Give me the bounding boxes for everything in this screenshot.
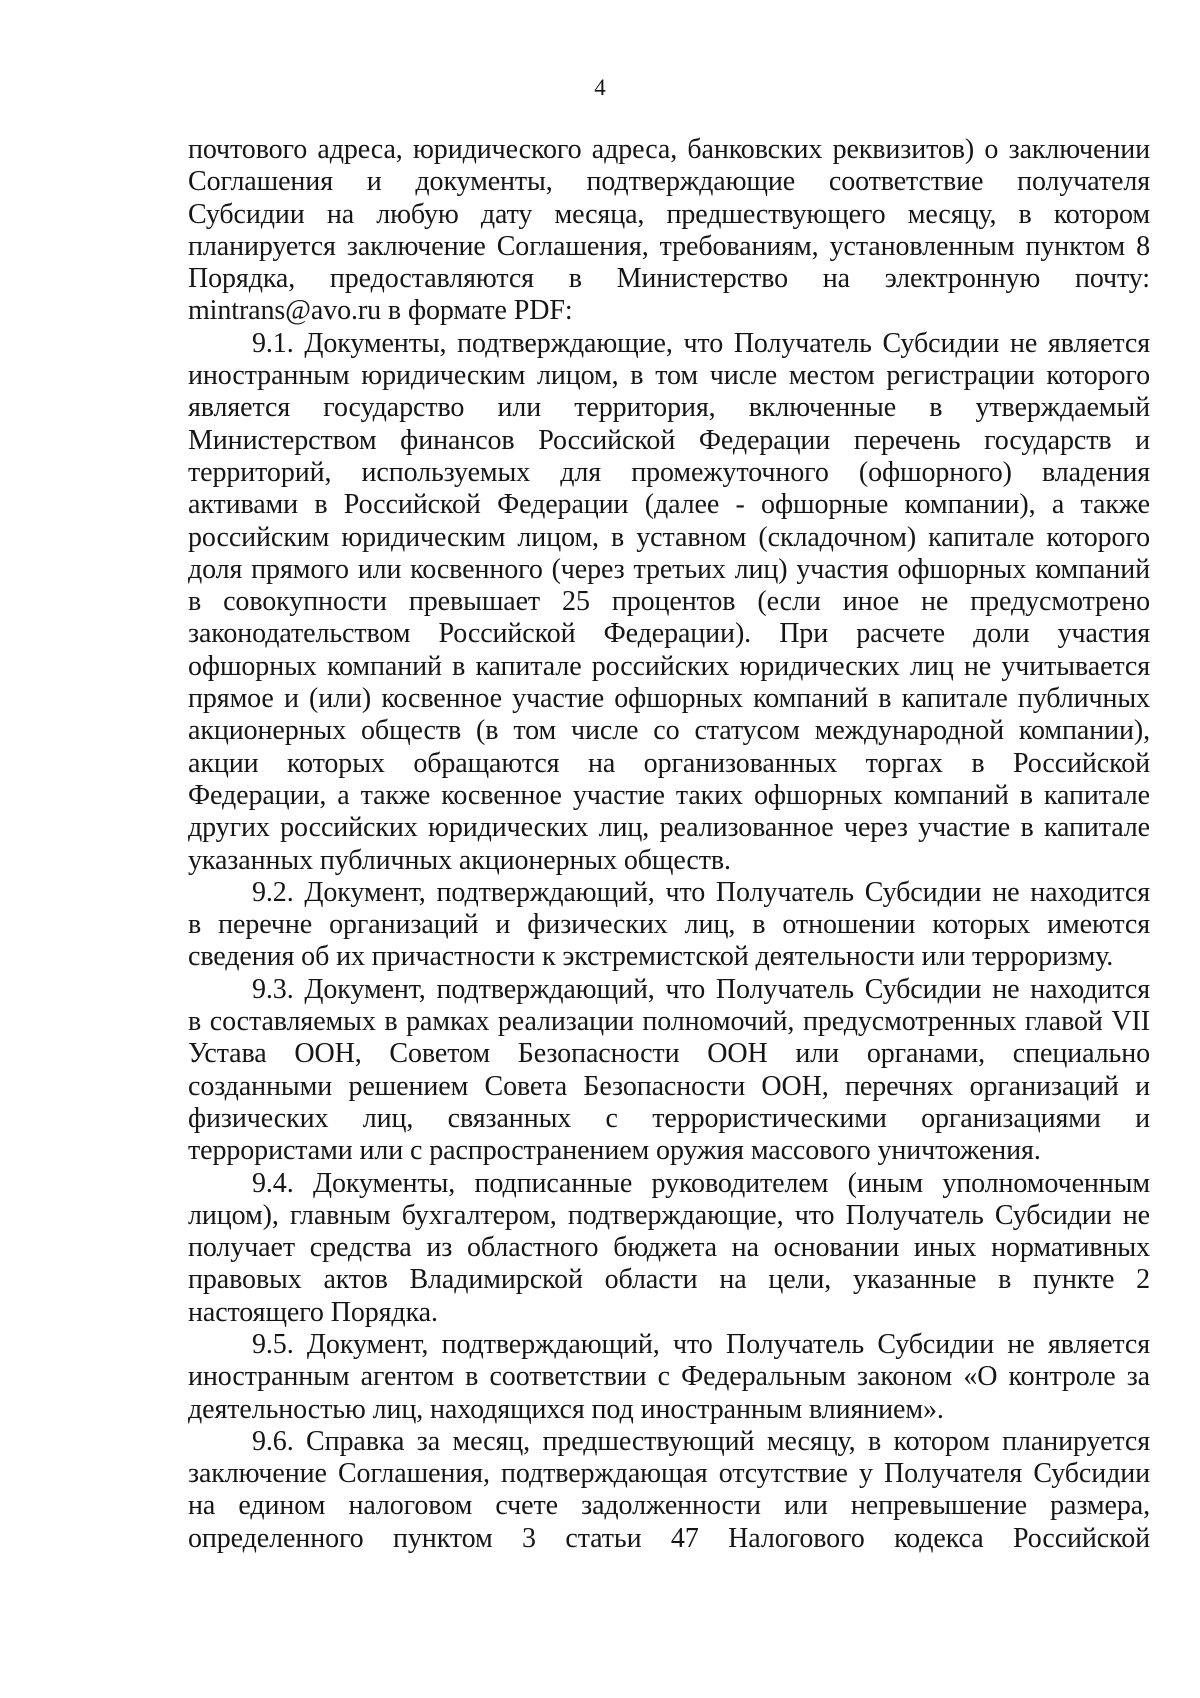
text-line: территорий, используемых для промежуточного (офшорного) владения <box>188 456 1150 488</box>
text-line: Министерством финансов Российской Федерации перечень государств и <box>188 424 1150 456</box>
page-number: 4 <box>594 75 606 100</box>
text-line: является государство или территория, включенные в утверждаемый <box>188 392 1150 424</box>
text-line: лицом), главным бухгалтером, подтверждающие, что Получатель Субсидии не <box>188 1199 1150 1231</box>
text-line: других российских юридических лиц, реализованное через участие в капитале <box>188 812 1150 844</box>
paragraph-first-line: 9.1. Документы, подтверждающие, что Получатель Субсидии не является <box>252 327 1150 359</box>
paragraph-first-line: 9.6. Справка за месяц, предшествующий месяцу, в котором планируется <box>252 1425 1150 1457</box>
text-line: mintrans@avo.ru в формате PDF: <box>188 295 573 327</box>
text-line: Федерации, а также косвенное участие таких офшорных компаний в капитале <box>188 779 1150 811</box>
text-line: определенного пунктом 3 статьи 47 Налогового кодекса Российской <box>188 1522 1150 1554</box>
text-line: правовых актов Владимирской области на цели, указанные в пункте 2 <box>188 1264 1150 1296</box>
document-body <box>188 134 1150 1555</box>
text-line: получает средства из областного бюджета на основании иных нормативных <box>188 1232 1150 1264</box>
text-line: планируется заключение Соглашения, требованиям, установленным пунктом 8 <box>188 230 1150 262</box>
text-line: Порядка, предоставляются в Министерство на электронную почту: <box>188 263 1150 295</box>
text-line: физических лиц, связанных с террористическими организациями и <box>188 1102 1150 1134</box>
text-line: террористами или с распространением оружия массового уничтожения. <box>188 1135 1041 1167</box>
text-line: законодательством Российской Федерации). При расчете доли участия <box>188 618 1150 650</box>
text-line: деятельностью лиц, находящихся под иностранным влиянием». <box>188 1393 944 1425</box>
text-line: почтового адреса, юридического адреса, банковских реквизитов) о заключении <box>188 134 1150 165</box>
paragraph-first-line: 9.3. Документ, подтверждающий, что Получатель Субсидии не находится <box>252 973 1150 1005</box>
text-line: Соглашения и документы, подтверждающие соответствие получателя <box>188 166 1150 198</box>
text-line: доля прямого или косвенного (через третьих лиц) участия офшорных компаний <box>188 553 1150 585</box>
text-line: офшорных компаний в капитале российских юридических лиц не учитывается <box>188 650 1150 682</box>
text-line: созданными решением Совета Безопасности ООН, перечнях организаций и <box>188 1070 1150 1102</box>
text-line: российским юридическим лицом, в уставном (складочном) капитале которого <box>188 521 1150 553</box>
text-line: в перечне организаций и физических лиц, в отношении которых имеются <box>188 909 1150 941</box>
text-line: настоящего Порядка. <box>188 1296 438 1328</box>
text-line: Устава ООН, Советом Безопасности ООН или органами, специально <box>188 1038 1150 1070</box>
paragraph-first-line: 9.5. Документ, подтверждающий, что Получатель Субсидии не является <box>252 1328 1150 1360</box>
text-line: в совокупности превышает 25 процентов (если иное не предусмотрено <box>188 586 1150 618</box>
text-line: иностранным агентом в соответствии с Федеральным законом «О контроле за <box>188 1361 1150 1393</box>
paragraph-first-line: 9.2. Документ, подтверждающий, что Получатель Субсидии не находится <box>252 876 1150 908</box>
text-line: заключение Соглашения, подтверждающая отсутствие у Получателя Субсидии <box>188 1458 1150 1490</box>
text-line: активами в Российской Федерации (далее - офшорные компании), а также <box>188 489 1150 521</box>
text-line: сведения об их причастности к экстремистской деятельности или терроризму. <box>188 941 1114 973</box>
text-line: Субсидии на любую дату месяца, предшествующего месяцу, в котором <box>188 198 1150 230</box>
paragraph-first-line: 9.4. Документы, подписанные руководителем (иным уполномоченным <box>252 1167 1150 1199</box>
text-line: на едином налоговом счете задолженности или непревышение размера, <box>188 1490 1150 1522</box>
text-line: в составляемых в рамках реализации полномочий, предусмотренных главой VII <box>188 1006 1150 1038</box>
text-line: акции которых обращаются на организованных торгах в Российской <box>188 747 1150 779</box>
text-line: иностранным юридическим лицом, в том числе местом регистрации которого <box>188 360 1150 392</box>
text-line: указанных публичных акционерных обществ. <box>188 844 731 876</box>
text-line: прямое и (или) косвенное участие офшорных компаний в капитале публичных <box>188 683 1150 715</box>
text-line: акционерных обществ (в том числе со статусом международной компании), <box>188 715 1150 747</box>
